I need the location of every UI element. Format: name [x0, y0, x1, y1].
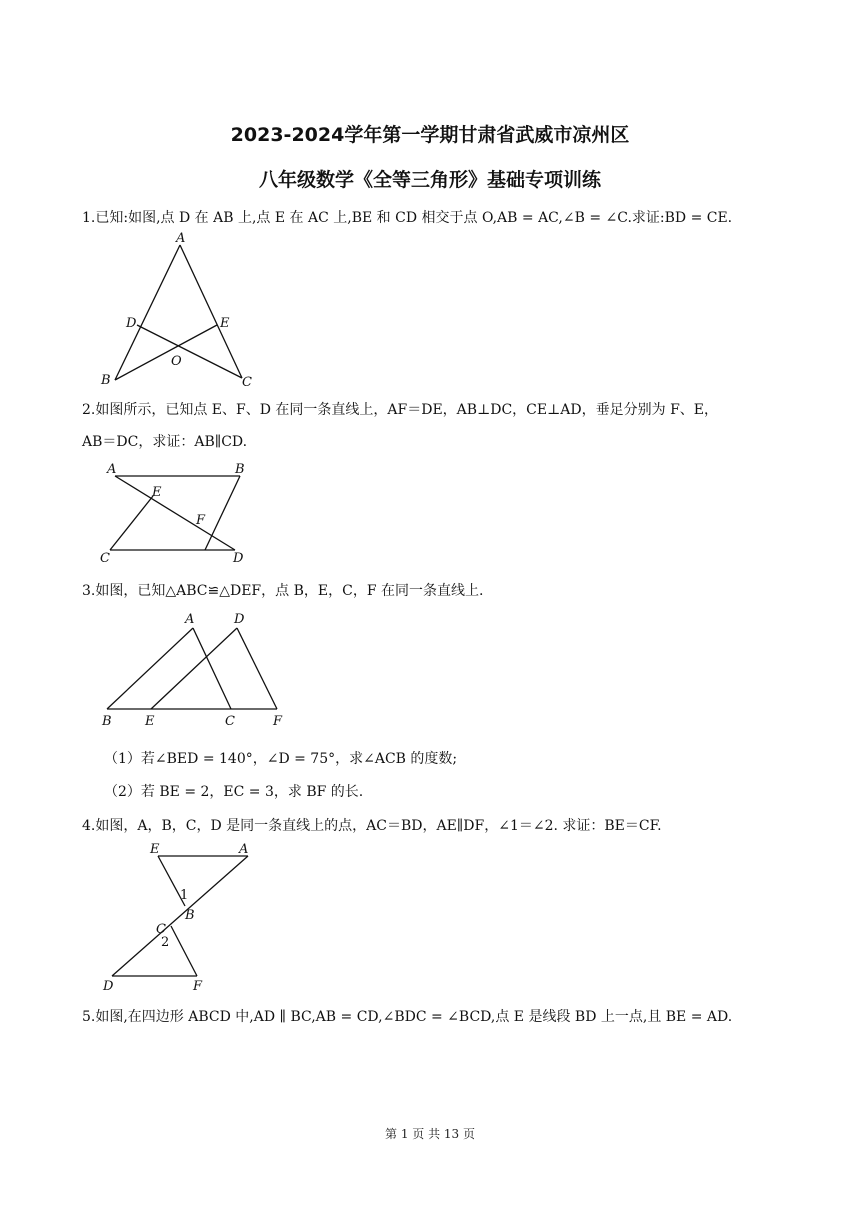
question-3-number: 3.: [82, 583, 96, 599]
question-5-number: 5.: [82, 1009, 96, 1025]
question-1-number: 1.: [82, 210, 96, 226]
fig2-label-c: C: [100, 551, 110, 566]
question-3: [82, 580, 483, 600]
question-3-sub1: （1）若∠BED = 140°，∠D = 75°，求∠ACB 的度数;: [104, 751, 458, 767]
fig4-label-c: C: [156, 922, 166, 937]
fig1-label-o: O: [171, 354, 182, 369]
page-footer: 第 1 页 共 13 页: [385, 1127, 475, 1141]
question-4-text: 如图，A，B，C，D 是同一条直线上的点，AC＝BD，AE∥DF，∠1＝∠2. 求证：BE＝CF.: [95, 818, 662, 834]
fig1-label-e: E: [220, 316, 230, 331]
fig4-label-a: A: [239, 842, 249, 857]
fig1-label-a: A: [176, 231, 186, 246]
question-3-text: 如图，已知△ABC≌△DEF，点 B，E，C，F 在同一条直线上.: [95, 583, 484, 599]
fig3-label-a: A: [185, 612, 195, 627]
question-2-line2: AB＝DC，求证：AB∥CD.: [82, 434, 248, 450]
fig3-label-b: B: [102, 714, 112, 729]
question-2-number: 2.: [82, 402, 96, 418]
question-4: [82, 815, 662, 835]
fig2-label-b: B: [235, 462, 245, 477]
question-5-text: 如图,在四边形 ABCD 中,AD ∥ BC,AB = CD,∠BDC = ∠BCD,点 E 是线段 BD 上一点,且 BE = AD.: [95, 1009, 733, 1025]
question-3-figure: [95, 608, 295, 732]
fig2-label-f: F: [196, 513, 206, 528]
fig1-label-b: B: [101, 373, 111, 388]
question-2-figure: [95, 458, 255, 566]
question-2: [82, 399, 718, 419]
fig3-label-d: D: [234, 612, 245, 627]
question-4-figure: [100, 838, 260, 998]
fig2-label-a: A: [107, 462, 117, 477]
fig4-label-b: B: [185, 908, 195, 923]
page-title: 2023-2024学年第一学期甘肃省武威市凉州区: [230, 124, 630, 146]
fig2-label-d: D: [233, 551, 244, 566]
question-1: [82, 207, 732, 227]
question-1-text: 已知:如图,点 D 在 AB 上,点 E 在 AC 上,BE 和 CD 相交于点 O,AB = AC,∠B = ∠C.求证:BD = CE.: [95, 210, 733, 226]
question-1-figure: [90, 228, 270, 388]
fig3-label-e: E: [145, 714, 155, 729]
fig4-label-2: 2: [161, 935, 170, 950]
question-2-text-line1: 如图所示，已知点 E、F、D 在同一条直线上，AF＝DE，AB⊥DC，CE⊥AD，垂足分别为 F、E，: [95, 402, 719, 418]
question-4-number: 4.: [82, 818, 96, 834]
fig4-label-1: 1: [180, 888, 189, 903]
fig3-label-f: F: [273, 714, 283, 729]
fig4-label-e: E: [150, 842, 160, 857]
question-5: [82, 1006, 732, 1026]
question-3-sub2: （2）若 BE = 2，EC = 3，求 BF 的长.: [104, 784, 364, 800]
fig1-label-d: D: [126, 316, 137, 331]
fig1-label-c: C: [242, 375, 252, 390]
fig4-label-f: F: [193, 979, 203, 994]
fig2-label-e: E: [152, 485, 162, 500]
fig4-label-d: D: [103, 979, 114, 994]
page-subtitle: 八年级数学《全等三角形》基础专项训练: [258, 169, 601, 191]
fig3-label-c: C: [225, 714, 235, 729]
